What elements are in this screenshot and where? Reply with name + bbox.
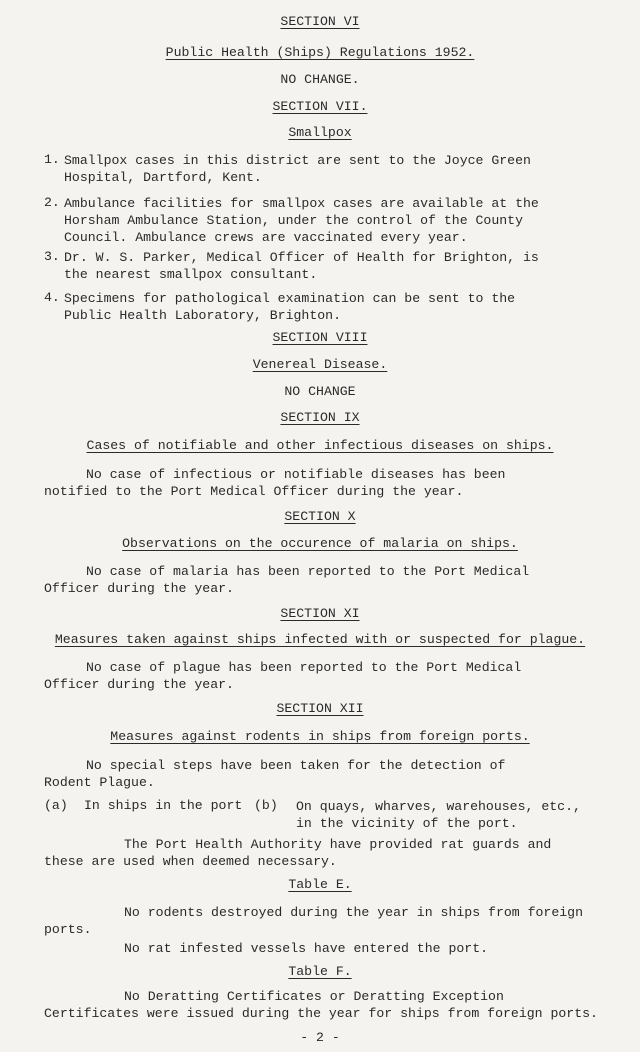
table-f-body: No Deratting Certificates or Deratting Exception Certificates were issued during the year for ships from foreign ports. — [44, 989, 598, 1021]
section-vi-heading: SECTION VI — [280, 14, 360, 29]
section-ix-body: No case of infectious or notifiable diseases has been notified to the Port Medical Officer during the year. — [44, 467, 506, 499]
table-f-title: Table F. — [288, 964, 352, 979]
item-4-number: 4. — [44, 290, 60, 305]
item-2-text: Ambulance facilities for smallpox cases are available at the Horsham Ambulance Station, under the control of the County Council. Ambulance crews are vaccinated every year. — [64, 196, 539, 245]
section-viii-note: NO CHANGE — [284, 384, 356, 399]
section-x-body: No case of malaria has been reported to the Port Medical Officer during the year. — [44, 564, 530, 596]
section-xii-heading: SECTION XII — [276, 701, 364, 716]
section-vii-title: Smallpox — [288, 125, 352, 140]
rat-guards-text: The Port Health Authority have provided rat guards and these are used when deemed necessary. — [44, 837, 552, 869]
section-xii-title: Measures against rodents in ships from foreign ports. — [110, 729, 530, 744]
section-x-heading: SECTION X — [284, 509, 356, 524]
item-2-number: 2. — [44, 195, 60, 210]
section-x-title: Observations on the occurence of malaria on ships. — [122, 536, 518, 551]
item-3-text: Dr. W. S. Parker, Medical Officer of Health for Brighton, is the nearest smallpox consultant. — [64, 250, 539, 282]
section-xi-title: Measures taken against ships infected with or suspected for plague. — [54, 632, 586, 647]
item-a-label: (a) — [44, 798, 68, 813]
item-3-number: 3. — [44, 249, 60, 264]
table-e-title: Table E. — [288, 877, 352, 892]
item-a-text: In ships in the port — [84, 798, 243, 813]
section-ix-heading: SECTION IX — [280, 410, 360, 425]
section-vi-note: NO CHANGE. — [280, 72, 360, 87]
section-viii-title: Venereal Disease. — [252, 357, 388, 372]
section-ix-title: Cases of notifiable and other infectious diseases on ships. — [86, 438, 554, 453]
section-xi-heading: SECTION XI — [280, 606, 360, 621]
item-4-text: Specimens for pathological examination can be sent to the Public Health Laboratory, Brighton. — [64, 291, 516, 323]
table-e-body: No rodents destroyed during the year in ships from foreign ports. No rat infested vessels have entered the port. — [44, 905, 583, 956]
item-1-text: Smallpox cases in this district are sent to the Joyce Green Hospital, Dartford, Kent. — [64, 153, 531, 185]
item-b-text: On quays, wharves, warehouses, etc., in the vicinity of the port. — [296, 799, 581, 831]
item-b-label: (b) — [254, 798, 278, 813]
section-vii-heading: SECTION VII. — [272, 99, 368, 114]
section-vi-title: Public Health (Ships) Regulations 1952. — [165, 45, 475, 60]
section-viii-heading: SECTION VIII — [272, 330, 368, 345]
item-1-number: 1. — [44, 152, 60, 167]
page-number: - 2 - — [300, 1030, 340, 1045]
section-xi-body: No case of plague has been reported to the Port Medical Officer during the year. — [44, 660, 522, 692]
section-xii-body: No special steps have been taken for the detection of Rodent Plague. — [44, 758, 506, 790]
